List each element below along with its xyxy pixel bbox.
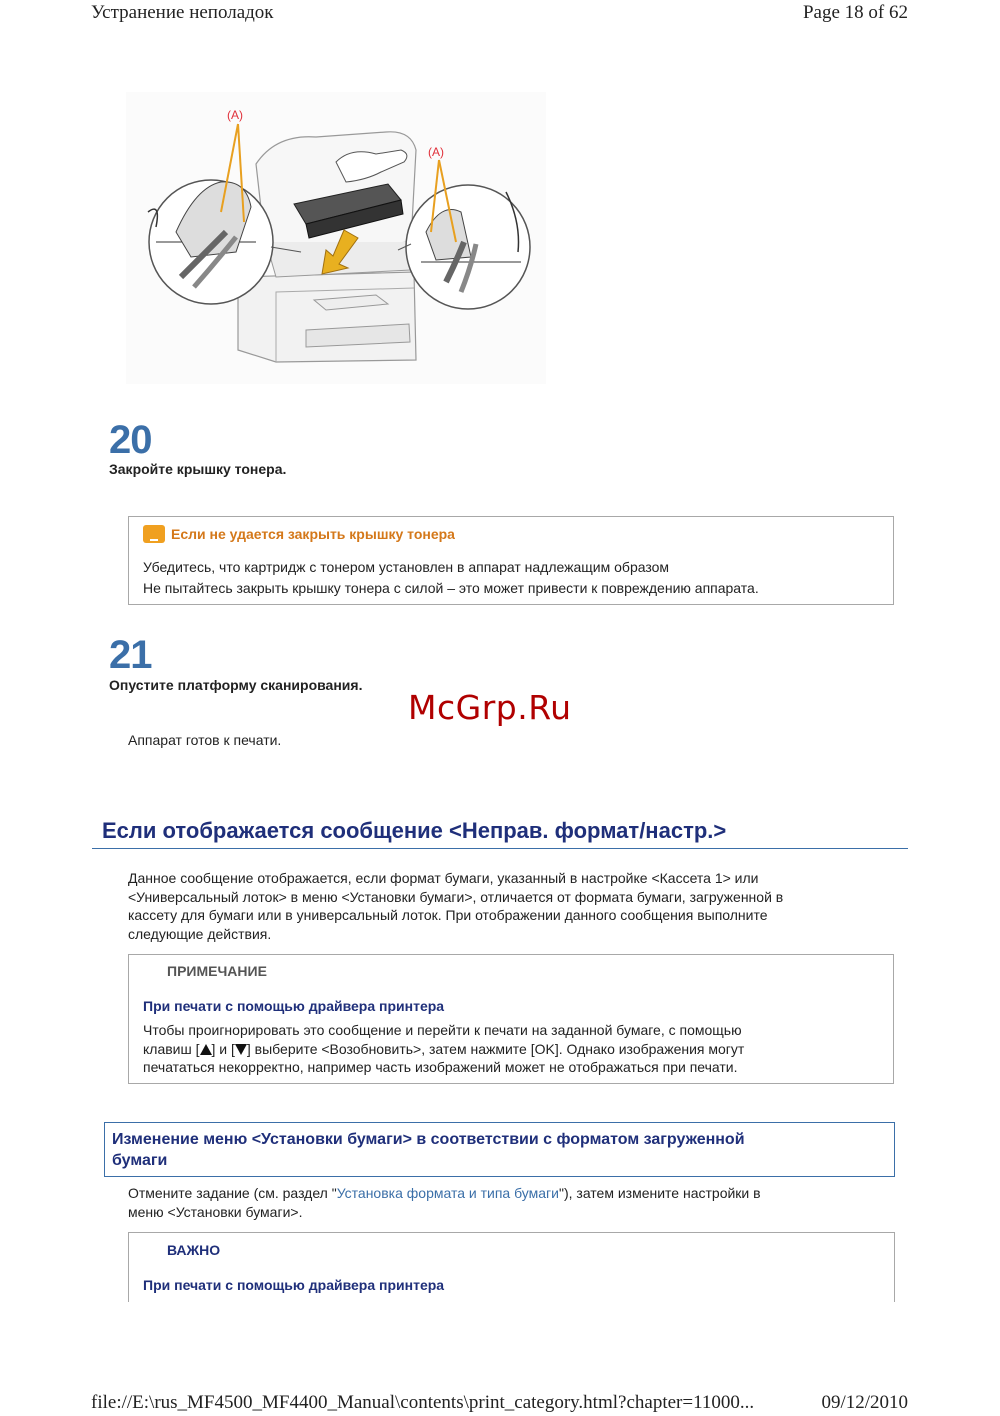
note-line-2 <box>143 1040 744 1059</box>
warning-line-2: Не пытайтесь закрыть крышку тонера с силой – это может привести к повреждению аппарата. <box>143 580 759 596</box>
step-21-result: Аппарат готов к печати. <box>128 732 282 748</box>
important-subtitle: При печати с помощью драйвера принтера <box>143 1277 445 1293</box>
section-paragraph <box>128 869 898 943</box>
note-line-1: Чтобы проигнорировать это сообщение и перейти к печати на заданной бумаге, с помощью <box>143 1022 742 1038</box>
document-title: Устранение неполадок <box>91 2 274 23</box>
print-date: 09/12/2010 <box>821 1392 908 1413</box>
warning-title-text: Если не удается закрыть крышку тонера <box>171 526 455 542</box>
paper-settings-link[interactable]: Установка формата и типа бумаги <box>336 1185 559 1201</box>
warning-title <box>143 525 455 543</box>
subsection-heading-line-2: бумаги <box>112 1152 168 1169</box>
subsection-paragraph <box>128 1184 898 1221</box>
warning-line-1: Убедитесь, что картридж с тонером установлен в аппарат надлежащим образом <box>143 559 670 575</box>
step-21-number: 21 <box>109 633 152 677</box>
printer-toner-illustration <box>126 92 546 384</box>
subsection-line-1 <box>128 1184 898 1203</box>
note-label: ПРИМЕЧАНИЕ <box>167 963 267 979</box>
callout-label-right: (A) <box>428 145 444 159</box>
section-heading-text: Если отображается сообщение <Неправ. формат/настр.> <box>102 818 727 843</box>
callout-label-left: (A) <box>227 108 243 122</box>
paragraph-line: следующие действия. <box>128 925 272 942</box>
section-heading <box>92 818 908 849</box>
paragraph-line: Данное сообщение отображается, если формат бумаги, указанный в настройке <Кассета 1> или <box>128 870 759 886</box>
step-20-text: Закройте крышку тонера. <box>109 461 287 477</box>
important-box <box>128 1232 895 1302</box>
printer-diagram <box>126 92 546 384</box>
note-subtitle: При печати с помощью драйвера принтера <box>143 998 445 1014</box>
page-footer <box>91 1392 908 1416</box>
note-box <box>128 954 894 1084</box>
subsection-text: Отмените задание (см. раздел " <box>128 1185 337 1201</box>
step-21-text: Опустите платформу сканирования. <box>109 677 363 693</box>
subsection-text: "), затем измените настройки в <box>558 1185 761 1201</box>
paragraph-line: кассету для бумаги или в универсальный лоток. При отображении данного сообщения выполните <box>128 907 768 923</box>
note-body <box>143 1021 744 1077</box>
watermark: McGrp.Ru <box>408 688 572 727</box>
down-arrow-key-icon <box>235 1043 247 1055</box>
subsection-heading <box>104 1122 895 1177</box>
note-text: ] выберите <Возобновить>, затем нажмите [OK]. Однако изображения могут <box>246 1040 745 1057</box>
warning-icon <box>143 525 165 543</box>
paragraph-line: <Универсальный лоток> в меню <Установки бумаги>, отличается от формата бумаги, загруженной в <box>128 888 784 905</box>
warning-box <box>128 516 894 605</box>
subsection-line-2: меню <Установки бумаги>. <box>128 1203 303 1220</box>
file-path: file://E:\rus_MF4500_MF4400_Manual\contents\print_category.html?chapter=11000... <box>91 1392 755 1413</box>
up-arrow-key-icon <box>200 1043 212 1055</box>
note-line-3: печататься некорректно, например часть изображений может не отображаться при печати. <box>143 1059 738 1075</box>
page-header <box>91 2 908 26</box>
note-text: ] и [ <box>211 1040 235 1057</box>
subsection-heading-line-1: Изменение меню <Установки бумаги> в соответствии с форматом загруженной <box>112 1131 745 1148</box>
page-number: Page 18 of 62 <box>802 2 908 23</box>
important-label: ВАЖНО <box>167 1242 221 1258</box>
step-20-number: 20 <box>109 418 152 462</box>
note-text: клавиш [ <box>143 1040 200 1057</box>
